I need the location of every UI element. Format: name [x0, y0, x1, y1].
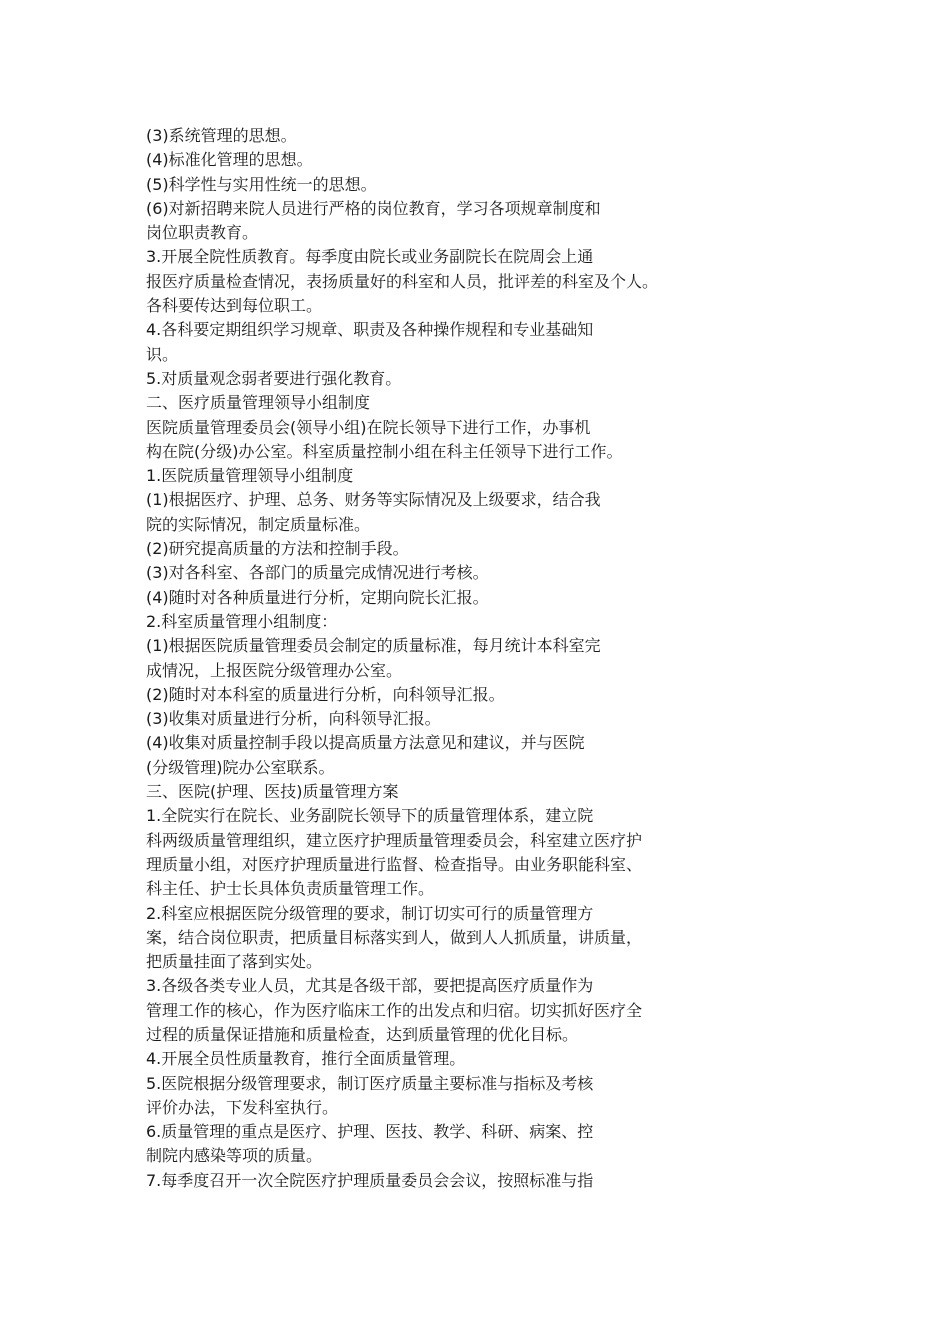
text-line: (4)收集对质量控制手段以提高质量方法意见和建议，并与医院	[146, 733, 585, 753]
text-line: 科两级质量管理组织，建立医疗护理质量管理委员会，科室建立医疗护	[146, 830, 643, 850]
text-line: 医院质量管理委员会(领导小组)在院长领导下进行工作，办事机	[146, 417, 591, 437]
text-line: 制院内感染等项的质量。	[146, 1146, 323, 1166]
text-line: 案，结合岗位职责，把质量目标落实到人，做到人人抓质量，讲质量，	[146, 927, 643, 947]
text-line: 理质量小组，对医疗护理质量进行监督、检查指导。由业务职能科室、	[146, 854, 643, 874]
text-line: 岗位职责教育。	[146, 223, 259, 243]
text-line: 1.全院实行在院长、业务副院长领导下的质量管理体系，建立院	[146, 806, 594, 826]
text-line: (5)科学性与实用性统一的思想。	[146, 174, 377, 194]
text-line: 6.质量管理的重点是医疗、护理、医技、教学、科研、病案、控	[146, 1122, 594, 1142]
section-heading: 二、医疗质量管理领导小组制度	[146, 393, 371, 413]
text-line: (2)随时对本科室的质量进行分析，向科领导汇报。	[146, 684, 505, 704]
text-line: 成情况，上报医院分级管理办公室。	[146, 660, 403, 680]
text-line: 识。	[146, 344, 179, 364]
text-line: (2)研究提高质量的方法和控制手段。	[146, 539, 409, 559]
text-line: (3)对各科室、各部门的质量完成情况进行考核。	[146, 563, 489, 583]
text-line: 院的实际情况，制定质量标准。	[146, 514, 371, 534]
text-line: (分级管理)院办公室联系。	[146, 757, 335, 777]
section-heading: 三、医院(护理、医技)质量管理方案	[146, 782, 399, 802]
text-line: 4.开展全员性质量教育，推行全面质量管理。	[146, 1049, 466, 1069]
text-line: 管理工作的核心，作为医疗临床工作的出发点和归宿。切实抓好医疗全	[146, 1000, 643, 1020]
text-line: 科主任、护士长具体负责质量管理工作。	[146, 879, 435, 899]
text-line: 4.各科要定期组织学习规章、职责及各种操作规程和专业基础知	[146, 320, 594, 340]
text-line: 5.对质量观念弱者要进行强化教育。	[146, 368, 402, 388]
text-line: (3)系统管理的思想。	[146, 126, 297, 145]
text-line: 3.各级各类专业人员，尤其是各级干部，要把提高医疗质量作为	[146, 976, 594, 996]
text-line: (4)随时对各种质量进行分析，定期向院长汇报。	[146, 587, 489, 607]
text-line: (1)根据医疗、护理、总务、财务等实际情况及上级要求，结合我	[146, 490, 601, 510]
text-line: 3.开展全院性质教育。每季度由院长或业务副院长在院周会上通	[146, 247, 594, 267]
text-line: (3)收集对质量进行分析，向科领导汇报。	[146, 709, 441, 729]
text-line: (1)根据医院质量管理委员会制定的质量标准，每月统计本科室完	[146, 636, 601, 656]
document-body	[146, 124, 786, 1193]
text-line: 2.科室质量管理小组制度：	[146, 611, 338, 631]
text-line: 报医疗质量检查情况，表扬质量好的科室和人员，批评差的科室及个人。	[146, 271, 659, 291]
text-line: 1.医院质量管理领导小组制度	[146, 466, 354, 486]
text-line: (4)标准化管理的思想。	[146, 150, 313, 170]
text-line: 7.每季度召开一次全院医疗护理质量委员会会议，按照标准与指	[146, 1170, 594, 1190]
text-line: 5.医院根据分级管理要求，制订医疗质量主要标准与指标及考核	[146, 1073, 594, 1093]
text-line: 评价办法，下发科室执行。	[146, 1097, 339, 1117]
text-line: 2.科室应根据医院分级管理的要求，制订切实可行的质量管理方	[146, 903, 594, 923]
text-line: 各科要传达到每位职工。	[146, 296, 323, 316]
text-line: (6)对新招聘来院人员进行严格的岗位教育，学习各项规章制度和	[146, 198, 601, 218]
text-line: 过程的质量保证措施和质量检查，达到质量管理的优化目标。	[146, 1024, 579, 1044]
text-line: 把质量挂面了落到实处。	[146, 952, 323, 972]
text-line: 构在院(分级)办公室。科室质量控制小组在科主任领导下进行工作。	[146, 441, 623, 461]
